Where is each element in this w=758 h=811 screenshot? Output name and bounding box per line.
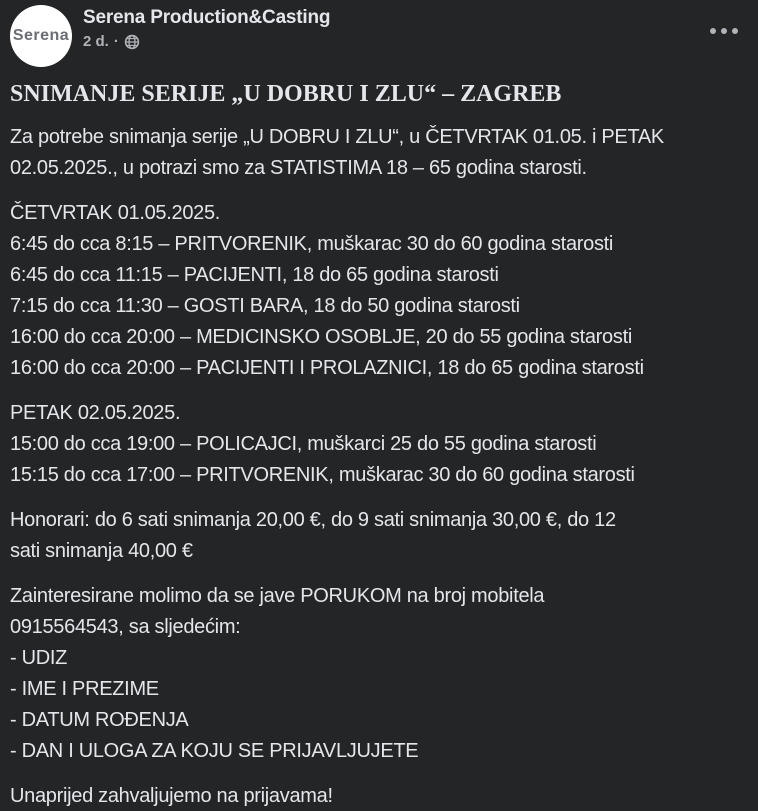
text-line: Za potrebe snimanja serije „U DOBRU I ZLU“, u ČETVRTAK 01.05. i PETAK bbox=[10, 126, 664, 148]
ellipsis-dot bbox=[710, 28, 716, 34]
requirement-line: - DATUM ROĐENJA bbox=[10, 709, 189, 731]
text-line: 0915564543, sa sljedećim: bbox=[10, 616, 241, 638]
post-timestamp[interactable]: 2 d. bbox=[83, 33, 109, 50]
fees-paragraph bbox=[10, 505, 746, 567]
schedule-line: 6:45 do cca 8:15 – PRITVORENIK, muškarac 30 do 60 godina starosti bbox=[10, 233, 614, 255]
closing-paragraph bbox=[10, 781, 746, 811]
schedule-line: 15:00 do cca 19:00 – POLICAJCI, muškarci 25 do 55 godina starosti bbox=[10, 433, 597, 455]
day2-heading: PETAK 02.05.2025. bbox=[10, 402, 181, 424]
schedule-line: 6:45 do cca 11:15 – PACIJENTI, 18 do 65 godina starosti bbox=[10, 264, 499, 286]
page-avatar[interactable] bbox=[10, 5, 72, 67]
page-name-link[interactable]: Serena Production&Casting bbox=[83, 7, 331, 28]
requirement-line: - UDIZ bbox=[10, 647, 68, 669]
schedule-line: 7:15 do cca 11:30 – GOSTI BARA, 18 do 50 godina starosti bbox=[10, 295, 520, 317]
avatar-logo-text: Serena bbox=[12, 27, 70, 44]
schedule-line: 15:15 do cca 17:00 – PRITVORENIK, muškarac 30 do 60 godina starosti bbox=[10, 464, 635, 486]
schedule-line: 16:00 do cca 20:00 – PACIJENTI I PROLAZNICI, 18 do 65 godina starosti bbox=[10, 357, 644, 379]
closing-line: Unaprijed zahvaljujemo na prijavama! bbox=[10, 785, 333, 807]
post-body-text bbox=[0, 80, 758, 811]
schedule-line: 16:00 do cca 20:00 – MEDICINSKO OSOBLJE, 20 do 55 godina starosti bbox=[10, 326, 632, 348]
requirement-line: - DAN I ULOGA ZA KOJU SE PRIJAVLJUJETE bbox=[10, 740, 419, 762]
text-line: sati snimanja 40,00 € bbox=[10, 540, 193, 562]
post-header bbox=[0, 0, 758, 67]
text-line: Honorari: do 6 sati snimanja 20,00 €, do 9 sati snimanja 30,00 €, do 12 bbox=[10, 509, 616, 531]
day1-heading: ČETVRTAK 01.05.2025. bbox=[10, 202, 221, 224]
schedule-day1 bbox=[10, 198, 746, 384]
ellipsis-dot bbox=[732, 28, 738, 34]
schedule-day2 bbox=[10, 398, 746, 491]
post-title: SNIMANJE SERIJE „U DOBRU I ZLU“ – ZAGREB bbox=[10, 81, 562, 107]
intro-paragraph bbox=[10, 122, 746, 184]
text-line: Zainteresirane molimo da se jave PORUKOM na broj mobitela bbox=[10, 585, 545, 607]
requirement-line: - IME I PREZIME bbox=[10, 678, 159, 700]
text-line: 02.05.2025., u potrazi smo za STATISTIMA 18 – 65 godina starosti. bbox=[10, 157, 587, 179]
meta-dot-separator: · bbox=[113, 33, 119, 50]
post-meta-row bbox=[83, 33, 330, 50]
contact-paragraph bbox=[10, 581, 746, 767]
ellipsis-dot bbox=[721, 28, 727, 34]
post-options-button[interactable] bbox=[706, 24, 742, 38]
header-info bbox=[83, 5, 330, 50]
privacy-globe-icon bbox=[124, 34, 140, 50]
